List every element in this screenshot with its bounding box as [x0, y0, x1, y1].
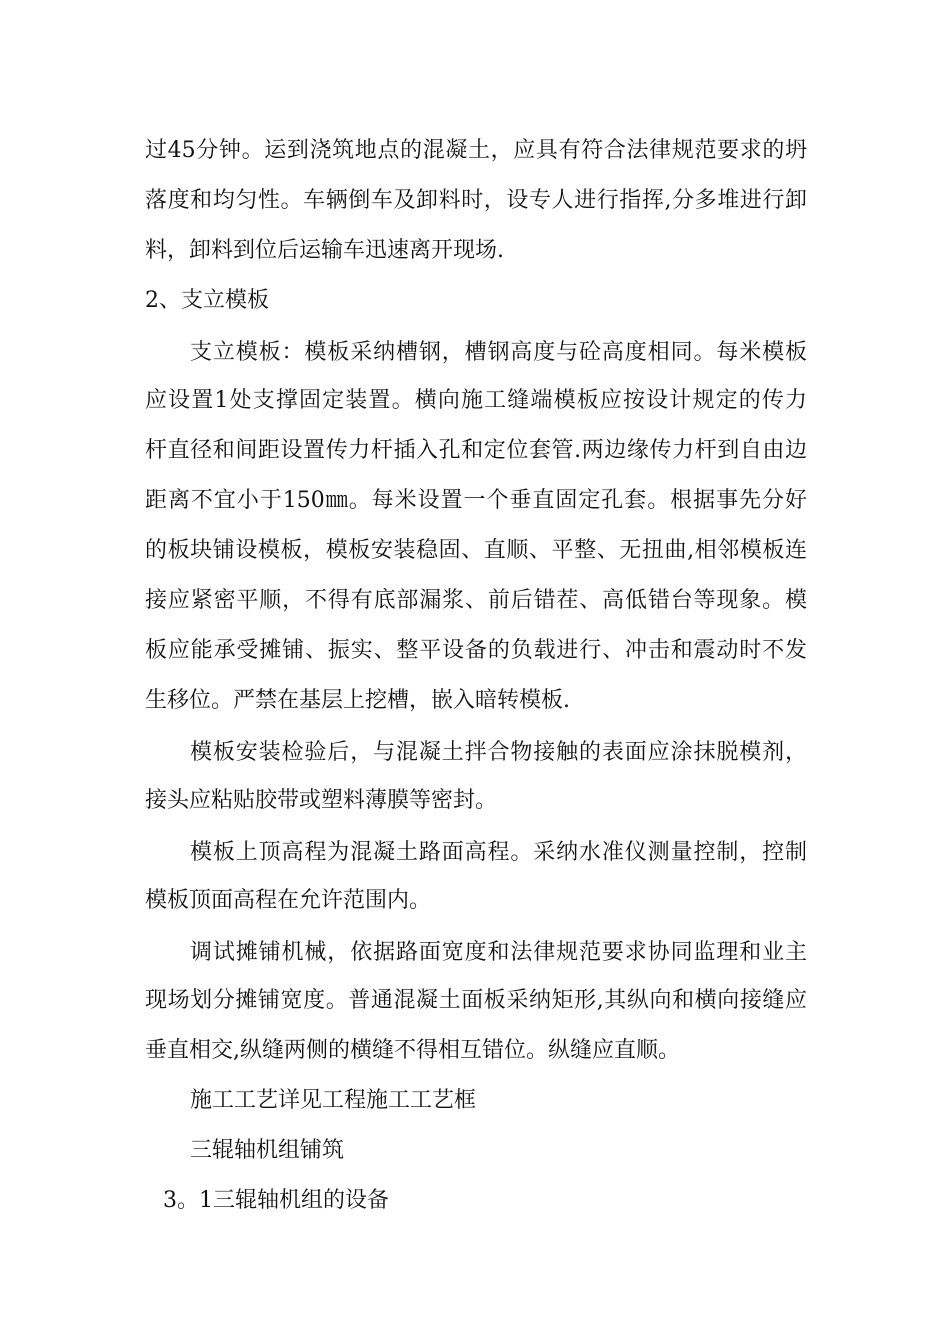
text-line: 落度和均匀性。车辆倒车及卸料时，设专人进行指挥,分多堆进行卸 — [145, 188, 807, 213]
paragraph-start-line: 调试摊铺机械，依据路面宽度和法律规范要求协同监理和业主 — [190, 940, 807, 965]
text-line: 生移位。严禁在基层上挖槽，嵌入暗转模板. — [145, 688, 570, 713]
text-line: 现场划分摊铺宽度。普通混凝土面板采纳矩形,其纵向和横向接缝应 — [145, 988, 807, 1013]
text-line: 垂直相交,纵缝两侧的横缝不得相互错位。纵缝应直顺。 — [145, 1038, 680, 1063]
text-line: 杆直径和间距设置传力杆插入孔和定位套管.两边缘传力杆到自由边 — [145, 438, 807, 463]
text-line: 接头应粘贴胶带或塑料薄膜等密封。 — [145, 788, 498, 813]
section-heading: 2、支立模板 — [145, 288, 269, 313]
text-line: 过45分钟。运到浇筑地点的混凝土，应具有符合法律规范要求的坍 — [145, 138, 807, 163]
subsection-heading: 三辊轴机组铺筑 — [190, 1138, 345, 1163]
paragraph-start-line: 模板安装检验后，与混凝土拌合物接触的表面应涂抹脱模剂， — [190, 740, 807, 765]
paragraph-start-line: 支立模板：模板采纳槽钢，槽钢高度与砼高度相同。每米模板 — [190, 340, 807, 365]
text-line: 距离不宜小于150㎜。每米设置一个垂直固定孔套。根据事先分好 — [145, 488, 807, 513]
subsection-heading: 3。1三辊轴机组的设备 — [163, 1188, 389, 1213]
text-line: 应设置1处支撑固定装置。横向施工缝端模板应按设计规定的传力 — [145, 388, 807, 413]
text-line: 板应能承受摊铺、振实、整平设备的负载进行、冲击和震动时不发 — [145, 638, 807, 663]
paragraph-start-line: 模板上顶高程为混凝土路面高程。采纳水准仪测量控制，控制 — [190, 840, 807, 865]
text-line: 接应紧密平顺，不得有底部漏浆、前后错茬、高低错台等现象。模 — [145, 588, 807, 613]
text-line: 料，卸料到位后运输车迅速离开现场. — [145, 238, 504, 263]
paragraph-line: 施工工艺详见工程施工工艺框 — [190, 1088, 477, 1113]
text-line: 的板块铺设模板，模板安装稳固、直顺、平整、无扭曲,相邻模板连 — [145, 538, 807, 563]
text-line: 模板顶面高程在允许范围内。 — [145, 888, 432, 913]
